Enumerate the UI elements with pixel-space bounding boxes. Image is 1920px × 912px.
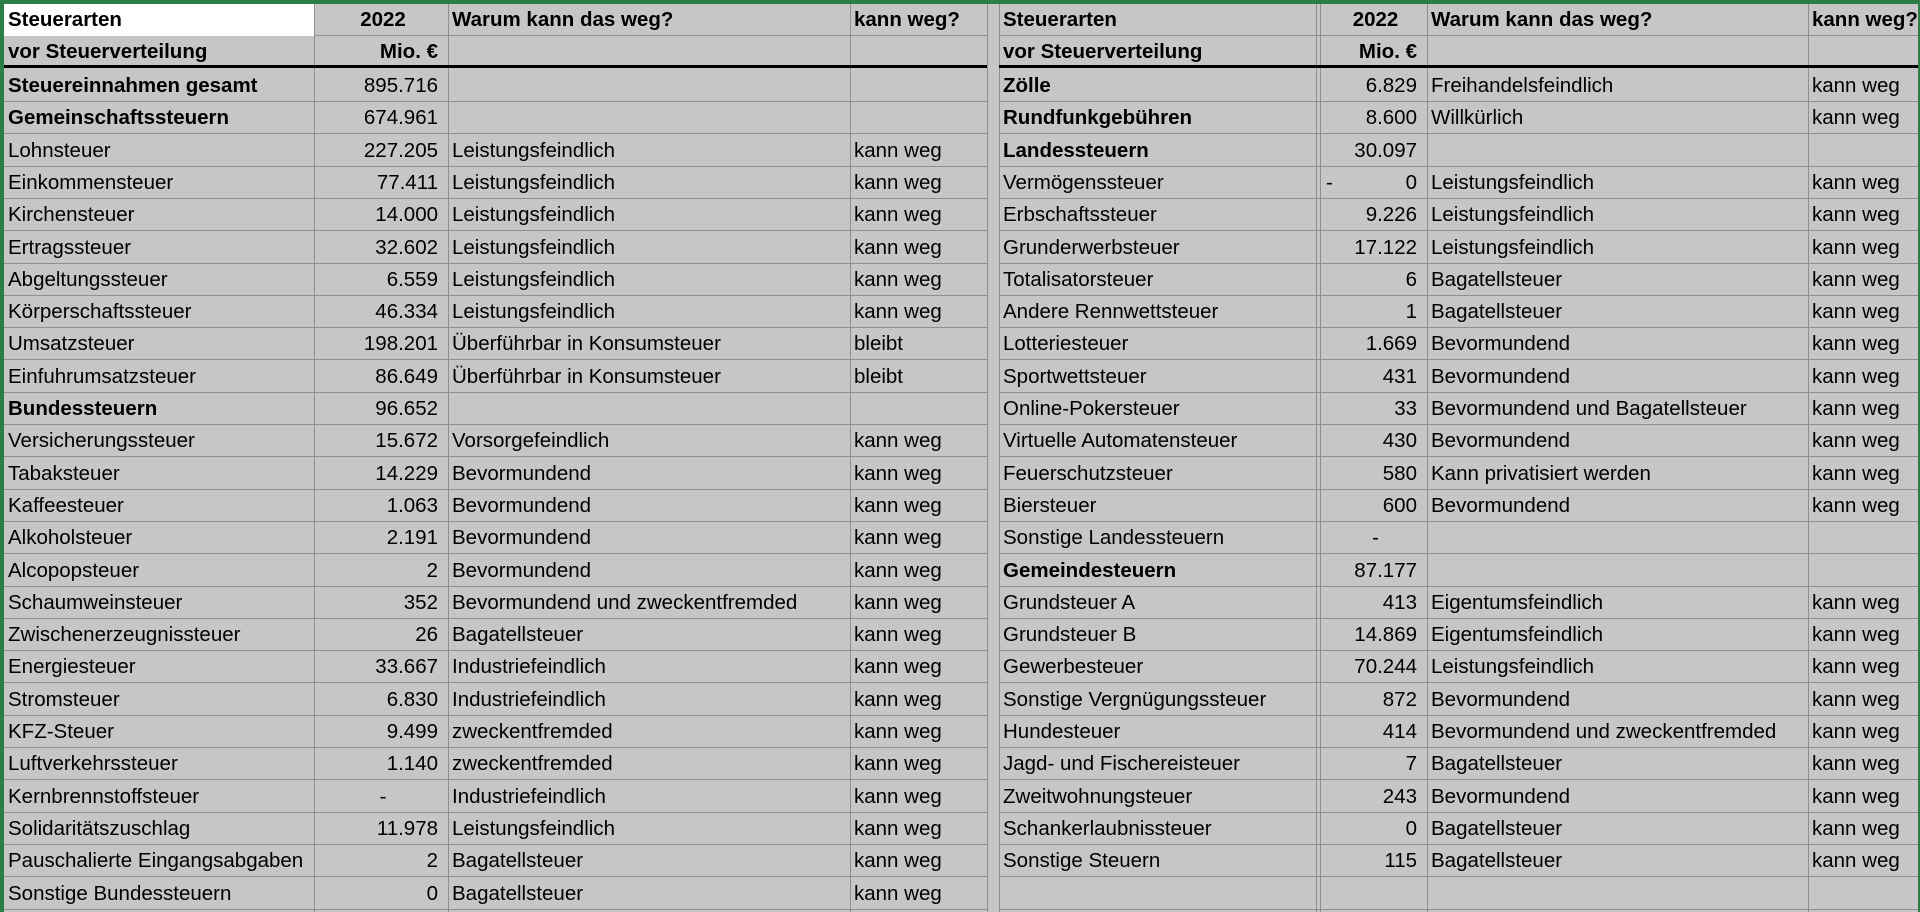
verdict-cell[interactable]: kann weg — [854, 590, 942, 614]
table-row — [999, 296, 1918, 328]
reason-cell[interactable]: Bagatellsteuer — [1431, 816, 1563, 840]
tax-name-cell[interactable]: Feuerschutzsteuer — [1003, 461, 1173, 485]
reason-cell[interactable] — [448, 393, 850, 425]
tax-name-cell[interactable]: Hundesteuer — [1003, 720, 1121, 743]
reason-cell[interactable] — [1427, 522, 1808, 554]
reason-cell[interactable]: Bevormundend — [1431, 332, 1571, 356]
reason-cell[interactable] — [1427, 135, 1808, 167]
reason-cell[interactable]: Bevormundend und Bagatellsteuer — [1431, 397, 1747, 420]
tax-value-cell[interactable]: 674.961 — [363, 106, 438, 130]
reason-cell[interactable]: Kann privatisiert werden — [1431, 461, 1651, 485]
table-row — [4, 102, 987, 134]
reason-cell[interactable]: zweckentfremded — [452, 720, 613, 743]
reason-cell[interactable] — [1427, 878, 1808, 910]
table-row — [999, 361, 1918, 393]
verdict-cell[interactable]: kann weg — [1812, 74, 1900, 97]
tax-name-cell[interactable]: Lohnsteuer — [8, 138, 111, 162]
table-row — [999, 458, 1918, 490]
tax-value-cell[interactable]: 87.177 — [1354, 558, 1417, 582]
tax-name-cell[interactable]: Alkoholsteuer — [8, 526, 133, 550]
verdict-cell[interactable]: kann weg — [854, 267, 942, 291]
tax-value-cell[interactable]: 1.669 — [1365, 332, 1417, 356]
reason-cell[interactable]: Leistungsfeindlich — [452, 816, 615, 840]
tax-name-cell[interactable]: Versicherungssteuer — [8, 429, 195, 453]
tax-value-cell[interactable]: 15.672 — [375, 429, 438, 453]
tax-value-cell[interactable]: 86.649 — [375, 364, 438, 388]
reason-cell[interactable]: Eigentumsfeindlich — [1431, 623, 1604, 647]
table-row — [4, 135, 987, 167]
reason-cell[interactable]: Bevormundend — [1431, 687, 1571, 711]
verdict-cell[interactable]: kann weg — [854, 526, 942, 550]
verdict-cell[interactable]: kann weg — [854, 235, 942, 259]
verdict-cell[interactable]: bleibt — [854, 364, 904, 388]
reason-cell[interactable]: Überführbar in Konsumsteuer — [452, 332, 721, 356]
tax-value-cell[interactable]: 431 — [1382, 364, 1417, 388]
tax-value-cell[interactable]: 14.229 — [375, 461, 438, 485]
verdict-cell[interactable] — [850, 102, 987, 134]
verdict-cell[interactable]: kann weg — [854, 429, 942, 453]
table-row — [999, 587, 1918, 619]
table-row — [999, 555, 1918, 587]
verdict-cell[interactable]: kann weg — [1812, 332, 1900, 356]
spreadsheet — [4, 4, 1918, 912]
tax-name-cell[interactable]: Virtuelle Automatensteuer — [1003, 429, 1238, 453]
verdict-cell[interactable]: kann weg — [854, 623, 942, 647]
tax-value-cell[interactable]: 227.205 — [363, 138, 438, 162]
reason-cell[interactable]: Bevormundend — [1431, 784, 1571, 808]
verdict-cell[interactable]: kann weg — [854, 655, 942, 679]
tax-value-cell[interactable]: 14.000 — [375, 203, 438, 227]
verdict-cell[interactable]: bleibt — [854, 332, 904, 356]
tax-name-cell[interactable] — [999, 878, 1316, 910]
table-row — [4, 619, 987, 651]
table-row — [4, 587, 987, 619]
verdict-cell[interactable]: kann weg — [1812, 816, 1900, 840]
table-row — [4, 522, 987, 554]
reason-cell[interactable]: Industriefeindlich — [452, 655, 606, 679]
table-row — [4, 361, 987, 393]
verdict-cell[interactable] — [1808, 878, 1918, 910]
table-row — [999, 716, 1918, 748]
verdict-cell[interactable]: kann weg — [854, 461, 942, 485]
reason-cell[interactable]: Bagatellsteuer — [1431, 267, 1563, 291]
col-header-steuerarten[interactable]: Steuerarten — [4, 4, 314, 36]
tax-name-cell[interactable]: Stromsteuer — [8, 687, 120, 711]
table-row — [999, 490, 1918, 522]
tax-value-cell[interactable]: 352 — [403, 590, 438, 614]
reason-cell[interactable]: Freihandelsfeindlich — [1431, 74, 1614, 97]
verdict-cell[interactable]: kann weg — [854, 687, 942, 711]
tax-name-cell[interactable]: Andere Rennwettsteuer — [1003, 300, 1219, 324]
tax-name-cell[interactable]: Abgeltungssteuer — [8, 267, 168, 291]
subheader-label[interactable]: vor Steuerverteilung — [8, 40, 208, 63]
tax-value-cell[interactable]: 70.244 — [1354, 655, 1417, 679]
tax-value-cell[interactable]: 30.097 — [1354, 138, 1417, 162]
tax-value-cell[interactable]: 17.122 — [1354, 235, 1417, 259]
tax-name-cell[interactable]: Zweitwohnungsteuer — [1003, 784, 1193, 808]
tax-value-cell[interactable]: 115 — [1384, 849, 1417, 873]
tax-value-cell[interactable]: 46.334 — [375, 300, 438, 324]
verdict-cell[interactable] — [1808, 522, 1918, 554]
tax-value-cell[interactable]: 198.201 — [363, 332, 438, 356]
tax-name-cell[interactable]: Kirchensteuer — [8, 203, 135, 227]
tax-name-cell[interactable]: Schaumweinsteuer — [8, 590, 183, 614]
reason-cell[interactable]: Leistungsfeindlich — [1431, 203, 1594, 227]
table-row — [4, 555, 987, 587]
table-row — [999, 328, 1918, 360]
verdict-cell[interactable]: kann weg — [1812, 752, 1900, 776]
table-row — [999, 264, 1918, 296]
reason-cell[interactable]: Leistungsfeindlich — [1431, 170, 1594, 194]
reason-cell[interactable]: Bagatellsteuer — [1431, 300, 1563, 324]
subheader-empty[interactable] — [448, 36, 850, 68]
tax-value-cell[interactable]: 0 — [1405, 170, 1417, 194]
tax-name-cell[interactable]: Steuereinnahmen gesamt — [8, 74, 258, 97]
reason-cell[interactable] — [448, 102, 850, 134]
reason-cell[interactable]: Bagatellsteuer — [452, 881, 584, 905]
tax-name-cell[interactable]: Grundsteuer A — [1003, 590, 1136, 614]
table-row — [4, 845, 987, 877]
reason-cell[interactable]: Überführbar in Konsumsteuer — [452, 364, 721, 388]
tax-name-cell[interactable]: Solidaritätszuschlag — [8, 816, 191, 840]
reason-cell[interactable]: Bagatellsteuer — [452, 623, 584, 647]
tax-value-cell[interactable]: 872 — [1382, 687, 1417, 711]
reason-cell[interactable] — [448, 70, 850, 102]
tax-value-cell[interactable]: 430 — [1382, 429, 1417, 453]
tax-name-cell[interactable]: KFZ-Steuer — [8, 720, 114, 743]
table-row — [4, 878, 987, 910]
reason-cell[interactable]: Willkürlich — [1431, 106, 1524, 130]
verdict-cell[interactable] — [850, 70, 987, 102]
table-row — [4, 264, 987, 296]
tax-value-cell[interactable]: 1 — [1405, 300, 1417, 324]
tax-value-cell[interactable]: 33 — [1394, 397, 1417, 420]
tax-name-cell[interactable]: Tabaksteuer — [8, 461, 120, 485]
verdict-cell[interactable]: kann weg — [854, 558, 942, 582]
table-row — [4, 232, 987, 264]
reason-cell[interactable]: Bevormundend — [452, 558, 592, 582]
header-row — [4, 4, 987, 36]
tax-name-cell[interactable]: Einfuhrumsatzsteuer — [8, 364, 197, 388]
tax-name-cell[interactable]: Zwischenerzeugnissteuer — [8, 623, 241, 647]
gridline — [987, 4, 988, 912]
table-row — [999, 619, 1918, 651]
tax-name-cell[interactable]: Energiesteuer — [8, 655, 136, 679]
tax-value-cell[interactable]: 2 — [426, 849, 438, 873]
table-row — [999, 199, 1918, 231]
reason-cell[interactable]: Leistungsfeindlich — [452, 300, 615, 324]
verdict-cell[interactable]: kann weg — [1812, 590, 1900, 614]
reason-cell[interactable]: Bevormundend — [1431, 429, 1571, 453]
verdict-cell[interactable]: kann weg — [854, 816, 942, 840]
verdict-cell[interactable]: kann weg — [854, 784, 942, 808]
table-row — [4, 70, 987, 102]
tax-name-cell[interactable]: Pauschalierte Eingangsabgaben — [8, 849, 304, 873]
tax-value-cell[interactable]: - — [1372, 526, 1379, 550]
reason-cell[interactable]: Eigentumsfeindlich — [1431, 590, 1604, 614]
reason-cell[interactable]: Leistungsfeindlich — [1431, 655, 1594, 679]
verdict-cell[interactable]: kann weg — [1812, 267, 1900, 291]
tax-name-cell[interactable]: Landessteuern — [1003, 138, 1149, 162]
table-row — [4, 684, 987, 716]
verdict-cell[interactable] — [850, 393, 987, 425]
verdict-cell[interactable]: kann weg — [854, 138, 942, 162]
minus-sign: - — [1326, 170, 1333, 194]
table-row — [4, 716, 987, 748]
verdict-cell[interactable] — [1808, 135, 1918, 167]
table-row — [4, 458, 987, 490]
verdict-cell[interactable]: kann weg — [1812, 364, 1900, 388]
reason-cell[interactable]: Bagatellsteuer — [452, 849, 584, 873]
verdict-cell[interactable]: kann weg — [854, 849, 942, 873]
verdict-cell[interactable]: kann weg — [1812, 849, 1900, 873]
table-row — [999, 781, 1918, 813]
verdict-cell[interactable]: kann weg — [854, 300, 942, 324]
reason-cell[interactable]: Leistungsfeindlich — [452, 235, 615, 259]
table-row — [999, 522, 1918, 554]
tax-value-cell[interactable]: 895.716 — [363, 74, 438, 97]
verdict-cell[interactable]: kann weg — [1812, 784, 1900, 808]
reason-cell[interactable] — [1427, 555, 1808, 587]
table-row — [4, 393, 987, 425]
tax-name-cell[interactable]: Einkommensteuer — [8, 170, 174, 194]
tax-name-cell[interactable]: Zölle — [1003, 74, 1051, 97]
tax-value-cell[interactable]: 600 — [1382, 493, 1417, 517]
tax-name-cell[interactable]: Rundfunkgebühren — [1003, 106, 1193, 130]
verdict-cell[interactable]: kann weg — [854, 752, 942, 776]
tax-value-cell[interactable]: 6.830 — [386, 687, 438, 711]
tax-value-cell[interactable]: 6.829 — [1365, 74, 1417, 97]
tax-name-cell[interactable]: Sportwettsteuer — [1003, 364, 1147, 388]
reason-cell[interactable]: Leistungsfeindlich — [452, 138, 615, 162]
tax-value-cell[interactable]: 0 — [1405, 816, 1417, 840]
tax-value-cell[interactable]: 413 — [1382, 590, 1417, 614]
verdict-cell[interactable]: kann weg — [1812, 203, 1900, 227]
col-header-steuerarten[interactable]: Steuerarten — [1003, 8, 1117, 31]
tax-name-cell[interactable]: Biersteuer — [1003, 493, 1097, 517]
tax-name-cell[interactable]: Kernbrennstoffsteuer — [8, 784, 200, 808]
tax-name-cell[interactable]: Sonstige Landessteuern — [1003, 526, 1225, 550]
tax-name-cell[interactable]: Kaffeesteuer — [8, 493, 124, 517]
verdict-cell[interactable]: kann weg — [1812, 655, 1900, 679]
tax-value-cell[interactable]: 1.140 — [386, 752, 438, 776]
col-header-year[interactable]: 2022 — [360, 8, 406, 31]
tax-name-cell[interactable]: Grunderwerbsteuer — [1003, 235, 1180, 259]
table-row — [999, 70, 1918, 102]
table-row — [4, 199, 987, 231]
table-row — [4, 748, 987, 780]
table-row — [4, 781, 987, 813]
reason-cell[interactable]: Industriefeindlich — [452, 784, 606, 808]
verdict-cell[interactable]: kann weg — [1812, 623, 1900, 647]
tax-value-cell[interactable]: 77.411 — [376, 170, 438, 194]
tax-name-cell[interactable]: Gemeinschaftssteuern — [8, 106, 230, 130]
tax-name-cell[interactable]: Sonstige Vergnügungssteuer — [1003, 687, 1267, 711]
verdict-cell[interactable]: kann weg — [1812, 300, 1900, 324]
table-row — [999, 684, 1918, 716]
reason-cell[interactable]: Vorsorgefeindlich — [452, 429, 610, 453]
reason-cell[interactable]: Leistungsfeindlich — [452, 203, 615, 227]
reason-cell[interactable]: Bevormundend — [1431, 364, 1571, 388]
table-row — [999, 813, 1918, 845]
verdict-cell[interactable]: kann weg — [854, 881, 942, 905]
reason-cell[interactable]: Bevormundend — [452, 461, 592, 485]
tax-name-cell[interactable]: Totalisatorsteuer — [1003, 267, 1154, 291]
table-row — [999, 845, 1918, 877]
tax-value-cell[interactable]: 2.191 — [386, 526, 438, 550]
table-row — [999, 651, 1918, 683]
reason-cell[interactable]: Bevormundend — [452, 526, 592, 550]
table-row — [999, 102, 1918, 134]
col-header-reason[interactable]: Warum kann das weg? — [1431, 8, 1653, 31]
col-header-reason[interactable]: Warum kann das weg? — [452, 8, 674, 31]
tax-value-cell[interactable]: 9.226 — [1365, 203, 1417, 227]
tax-name-cell[interactable]: Gemeindesteuern — [1003, 558, 1177, 582]
tax-name-cell[interactable]: Bundessteuern — [8, 397, 158, 420]
reason-cell[interactable]: zweckentfremded — [452, 752, 613, 776]
tax-value-cell[interactable]: 14.869 — [1354, 623, 1417, 647]
verdict-cell[interactable]: kann weg — [854, 203, 942, 227]
table-row — [4, 296, 987, 328]
col-header-verdict[interactable]: kann weg? — [1812, 8, 1918, 31]
tax-value-cell[interactable] — [1320, 878, 1427, 910]
table-row — [999, 425, 1918, 457]
tax-value-cell[interactable]: 96.652 — [375, 397, 438, 420]
table-row — [999, 393, 1918, 425]
tax-name-cell[interactable]: Umsatzsteuer — [8, 332, 135, 356]
verdict-cell[interactable] — [1808, 555, 1918, 587]
table-row — [999, 878, 1918, 910]
verdict-cell[interactable]: kann weg — [1812, 720, 1900, 743]
tax-name-cell[interactable]: Sonstige Steuern — [1003, 849, 1161, 873]
reason-cell[interactable]: Leistungsfeindlich — [1431, 235, 1594, 259]
subheader-row — [4, 36, 987, 68]
verdict-cell[interactable]: kann weg — [1812, 170, 1900, 194]
table-row — [999, 135, 1918, 167]
subheader-unit[interactable]: Mio. € — [379, 40, 438, 63]
tax-name-cell[interactable]: Körperschaftssteuer — [8, 300, 192, 324]
reason-cell[interactable]: Bevormundend — [452, 493, 592, 517]
table-row — [4, 167, 987, 199]
subheader-row — [999, 36, 1918, 68]
reason-cell[interactable]: Leistungsfeindlich — [452, 267, 615, 291]
verdict-cell[interactable]: kann weg — [1812, 461, 1900, 485]
tax-name-cell[interactable]: Ertragssteuer — [8, 235, 132, 259]
table-row — [4, 490, 987, 522]
tax-value-cell[interactable]: 414 — [1382, 720, 1417, 743]
subheader-unit[interactable]: Mio. € — [1358, 40, 1417, 63]
tax-value-cell[interactable]: 243 — [1382, 784, 1417, 808]
tax-name-cell[interactable]: Lotteriesteuer — [1003, 332, 1129, 356]
verdict-cell[interactable]: kann weg — [1812, 397, 1900, 420]
reason-cell[interactable]: Bevormundend und zweckentfremded — [452, 590, 798, 614]
tax-value-cell[interactable]: 32.602 — [375, 235, 438, 259]
tax-name-cell[interactable]: Erbschaftssteuer — [1003, 203, 1157, 227]
table-row — [4, 425, 987, 457]
table-row — [4, 328, 987, 360]
col-header-year[interactable]: 2022 — [1352, 8, 1399, 31]
verdict-cell[interactable]: kann weg — [1812, 106, 1900, 130]
reason-cell[interactable]: Bagatellsteuer — [1431, 752, 1563, 776]
tax-value-cell[interactable]: 2 — [426, 558, 438, 582]
tax-name-cell[interactable]: Online-Pokersteuer — [1003, 397, 1180, 420]
verdict-cell[interactable]: kann weg — [1812, 687, 1900, 711]
tax-value-cell[interactable]: 9.499 — [386, 720, 438, 743]
verdict-cell[interactable]: kann weg — [1812, 235, 1900, 259]
table-row — [999, 232, 1918, 264]
table-row — [4, 813, 987, 845]
table-row — [999, 167, 1918, 199]
tax-name-cell[interactable]: Luftverkehrssteuer — [8, 752, 178, 776]
tax-value-cell[interactable]: 8.600 — [1365, 106, 1417, 130]
tax-value-cell[interactable]: 26 — [415, 623, 438, 647]
tax-value-cell[interactable]: 6 — [1405, 267, 1417, 291]
tax-name-cell[interactable]: Gewerbesteuer — [1003, 655, 1144, 679]
verdict-cell[interactable]: kann weg — [854, 720, 942, 743]
tax-value-cell[interactable]: 6.559 — [386, 267, 438, 291]
tax-name-cell[interactable]: Schankerlaubnissteuer — [1003, 816, 1212, 840]
table-row — [4, 651, 987, 683]
table-row — [999, 748, 1918, 780]
verdict-cell[interactable]: kann weg — [1812, 429, 1900, 453]
tax-value-cell[interactable]: 7 — [1405, 752, 1417, 776]
reason-cell[interactable]: Bevormundend — [1431, 493, 1571, 517]
tax-name-cell[interactable]: Alcopopsteuer — [8, 558, 140, 582]
subheader-label[interactable]: vor Steuerverteilung — [1003, 40, 1203, 63]
tax-name-cell[interactable]: Jagd- und Fischereisteuer — [1003, 752, 1241, 776]
tax-name-cell[interactable]: Sonstige Bundessteuern — [8, 881, 232, 905]
verdict-cell[interactable]: kann weg — [854, 493, 942, 517]
reason-cell[interactable]: Industriefeindlich — [452, 687, 606, 711]
reason-cell[interactable]: Leistungsfeindlich — [452, 170, 615, 194]
header-row — [999, 4, 1918, 36]
tax-value-cell[interactable]: 11.978 — [376, 816, 438, 840]
reason-cell[interactable]: Bagatellsteuer — [1431, 849, 1563, 873]
tax-name-cell[interactable]: Vermögenssteuer — [1003, 170, 1164, 194]
col-header-verdict[interactable]: kann weg? — [854, 8, 960, 31]
subheader-empty[interactable] — [850, 36, 987, 68]
tax-value-cell[interactable]: 33.667 — [375, 655, 438, 679]
subheader-empty[interactable] — [1808, 36, 1918, 68]
tax-value-cell[interactable]: - — [379, 784, 387, 808]
tax-name-cell[interactable]: Grundsteuer B — [1003, 623, 1137, 647]
tax-value-cell[interactable]: 1.063 — [386, 493, 438, 517]
tax-value-cell[interactable]: 580 — [1382, 461, 1417, 485]
subheader-empty[interactable] — [1427, 36, 1808, 68]
tax-value-cell[interactable]: 0 — [426, 881, 438, 905]
verdict-cell[interactable]: kann weg — [854, 170, 942, 194]
verdict-cell[interactable]: kann weg — [1812, 493, 1900, 517]
reason-cell[interactable]: Bevormundend und zweckentfremded — [1431, 720, 1777, 743]
